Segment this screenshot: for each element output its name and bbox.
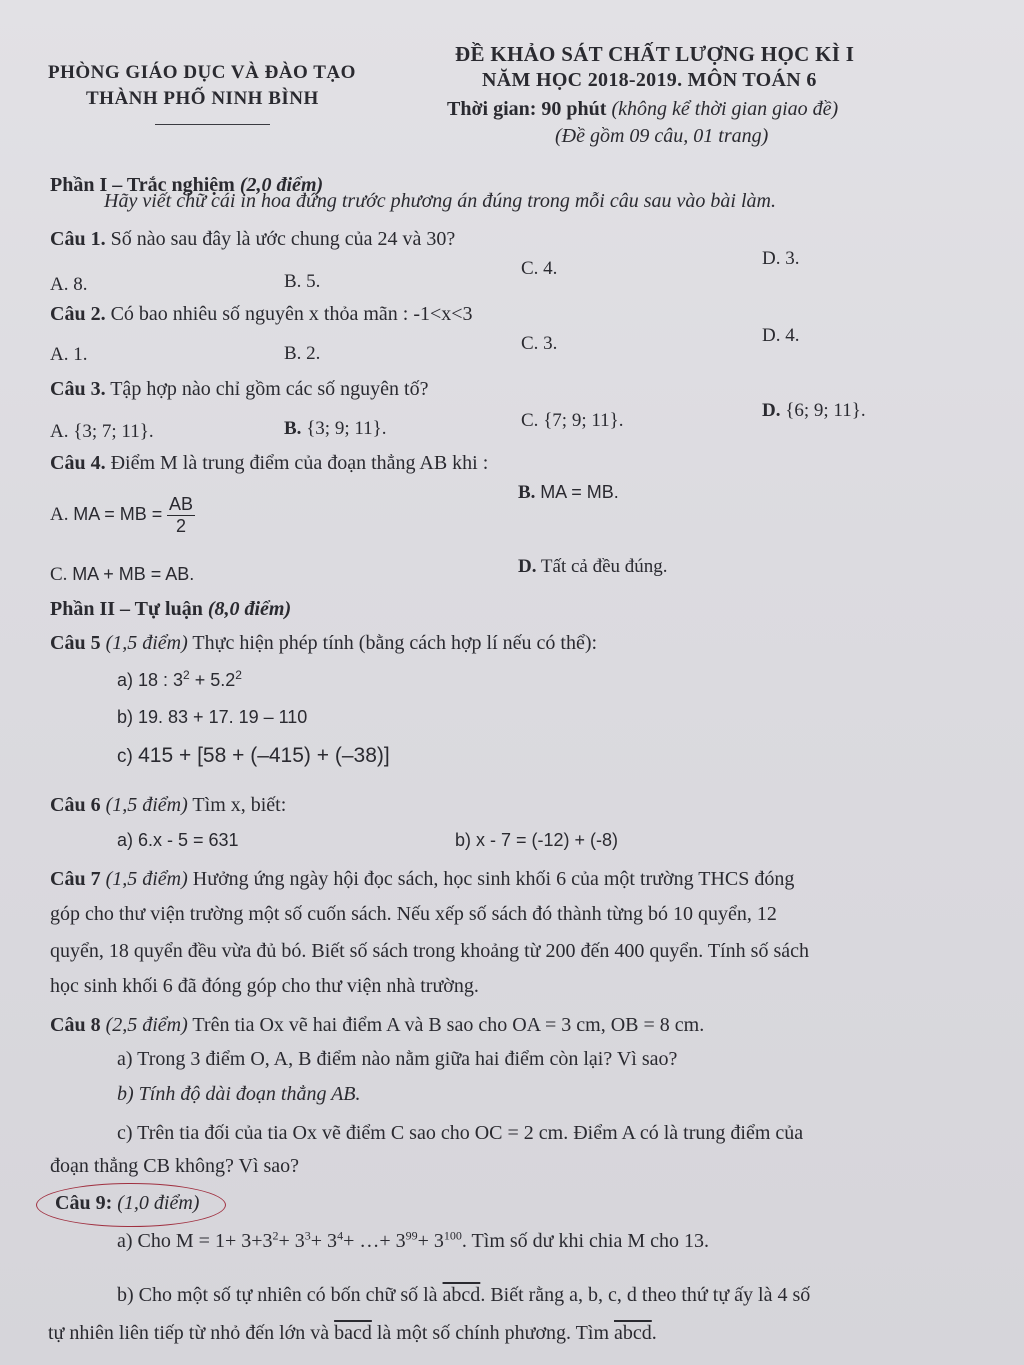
q8-stem xyxy=(50,1014,704,1037)
q3-c-set: {7; 9; 11}. xyxy=(543,410,624,431)
q4-c-expr: MA + MB = AB. xyxy=(72,564,195,584)
q9-exp-3: 3 xyxy=(304,1228,311,1243)
q9-exp-2: 2 xyxy=(272,1228,279,1243)
q3-a-set: {3; 7; 11}. xyxy=(73,421,154,442)
q3-b-label: B. xyxy=(284,418,302,439)
q5-c-expr: 415 + [58 + (–415) + (–38)] xyxy=(138,744,390,767)
q6-points: (1,5 điểm) xyxy=(105,794,188,816)
q3-d-set: {6; 9; 11}. xyxy=(785,400,866,421)
q3-stem xyxy=(50,378,428,401)
q4-label: Câu 4. xyxy=(50,452,106,474)
q6-part-a: a) 6.x - 5 = 631 xyxy=(117,830,239,850)
time-line xyxy=(447,98,838,121)
q6-part-b: b) x - 7 = (-12) + (-8) xyxy=(455,830,619,850)
q3-option-a xyxy=(50,421,154,443)
q3-d-label: D. xyxy=(762,400,781,421)
q8-part-a: a) Trong 3 điểm O, A, B điểm nào nằm giữa hai điểm còn lại? Vì sao? xyxy=(117,1048,678,1070)
part1-points: (2,0 điểm) xyxy=(239,174,324,196)
q5-points: (1,5 điểm) xyxy=(105,632,188,654)
q2-stem xyxy=(50,303,473,326)
q9-plus-4: + 3 xyxy=(310,1230,338,1252)
q9-plus-3: + 3 xyxy=(278,1230,305,1252)
pages-note: (Đề gồm 09 câu, 01 trang) xyxy=(555,125,769,147)
q5-a-pre: a) 18 : 3 xyxy=(117,670,184,690)
q9-abcd-number: abcd xyxy=(442,1284,481,1306)
q3-a-label: A. xyxy=(50,421,69,442)
q4-a-expr: MA = MB = xyxy=(73,503,163,524)
q5-part-a xyxy=(117,670,242,691)
q6-text: Tìm x, biết: xyxy=(192,794,287,816)
q1-option-b: B. 5. xyxy=(284,271,321,292)
q4-text: Điểm M là trung điểm của đoạn thẳng AB khi : xyxy=(110,452,489,474)
q7-label: Câu 7 xyxy=(50,868,101,890)
q7-line4: học sinh khối 6 đã đóng góp cho thư viện nhà trường. xyxy=(50,975,479,997)
q9-plus-100: + 3 xyxy=(417,1230,444,1252)
q7-line3: quyển, 18 quyển đều vừa đủ bó. Biết số sách trong khoảng từ 200 đến 400 quyển. Tính số sách xyxy=(50,940,809,962)
q7-line1 xyxy=(50,868,794,891)
q4-option-c xyxy=(50,564,194,586)
q1-label: Câu 1. xyxy=(50,228,106,250)
q5-part-c xyxy=(117,744,390,768)
q1-text: Số nào sau đây là ước chung của 24 và 30? xyxy=(110,228,456,250)
q2-option-a: A. 1. xyxy=(50,344,88,365)
q9-b-line2-pre: tự nhiên liên tiếp từ nhỏ đến lớn và xyxy=(48,1322,330,1344)
city-name: THÀNH PHỐ NINH BÌNH xyxy=(86,88,319,109)
q2-label: Câu 2. xyxy=(50,303,106,325)
q5-text: Thực hiện phép tính (bằng cách hợp lí nếu có thể): xyxy=(192,632,598,654)
q3-c-label: C. xyxy=(521,410,539,431)
q9-exp-4: 4 xyxy=(337,1228,344,1243)
time-label: Thời gian: 90 phút xyxy=(447,98,607,120)
q2-text: Có bao nhiêu số nguyên x thỏa mãn : -1<x<3 xyxy=(110,303,473,325)
q5-label: Câu 5 xyxy=(50,632,101,654)
q2-option-d: D. 4. xyxy=(762,325,800,346)
q6-stem xyxy=(50,794,286,817)
q9-b-line2-end: . xyxy=(651,1322,657,1344)
q6-label: Câu 6 xyxy=(50,794,101,816)
q4-option-a xyxy=(50,494,195,537)
q4-a-denominator: 2 xyxy=(176,516,187,536)
q9-stem xyxy=(55,1192,199,1215)
q4-a-label: A. xyxy=(50,503,69,525)
q1-option-a: A. 8. xyxy=(50,274,88,295)
q9-abcd-target: abcd xyxy=(614,1322,652,1344)
q9-part-b-line1 xyxy=(117,1284,810,1307)
q9-a-post: . Tìm số dư khi chia M cho 13. xyxy=(461,1230,710,1252)
q9-part-b-line2 xyxy=(48,1322,657,1345)
q8-text: Trên tia Ox vẽ hai điểm A và B sao cho OA = 3 cm, OB = 8 cm. xyxy=(192,1014,705,1036)
q4-option-b xyxy=(518,482,619,504)
q3-text: Tập hợp nào chỉ gồm các số nguyên tố? xyxy=(110,378,429,400)
header-divider xyxy=(155,124,270,125)
q7-line2: góp cho thư viện trường một số cuốn sách. Nếu xếp số sách đó thành từng bó 10 quyển, 12 xyxy=(50,903,777,925)
part2-heading xyxy=(50,598,291,621)
q8-part-b: b) Tính độ dài đoạn thẳng AB. xyxy=(117,1083,361,1105)
q9-bacd-number: bacd xyxy=(334,1322,372,1344)
q9-label: Câu 9: xyxy=(55,1192,113,1214)
q9-dots: + …+ 3 xyxy=(343,1230,406,1252)
part2-title: Phần II – Tự luận xyxy=(50,598,203,620)
q5-a-mid: + 5.2 xyxy=(189,670,236,690)
q1-option-d: D. 3. xyxy=(762,248,800,269)
q4-c-label: C. xyxy=(50,564,68,585)
q7-text-line1: Hưởng ứng ngày hội đọc sách, học sinh khối 6 của một trường THCS đóng xyxy=(192,868,795,890)
q2-option-b: B. 2. xyxy=(284,343,321,364)
q8-points: (2,5 điểm) xyxy=(105,1014,188,1036)
q5-stem xyxy=(50,632,597,655)
q7-points: (1,5 điểm) xyxy=(105,868,188,890)
q1-option-c: C. 4. xyxy=(521,258,558,279)
q9-b-line2-mid: là một số chính phương. Tìm xyxy=(376,1322,610,1344)
exam-title: ĐỀ KHẢO SÁT CHẤT LƯỢNG HỌC KÌ I xyxy=(455,42,855,66)
q9-exp-99: 99 xyxy=(405,1228,418,1243)
part1-title: Phần I – Trắc nghiệm xyxy=(50,174,235,196)
part1-instruction: Hãy viết chữ cái in hoa đứng trước phương án đúng trong mỗi câu sau vào bài làm. xyxy=(104,190,776,212)
q2-option-c: C. 3. xyxy=(521,333,558,354)
q5-a-exp2: 2 xyxy=(235,668,242,682)
q9-part-a xyxy=(117,1230,709,1253)
q5-c-label: c) xyxy=(117,746,133,767)
q3-option-b xyxy=(284,418,387,440)
q3-option-d xyxy=(762,400,866,422)
q4-d-text: Tất cả đều đúng. xyxy=(540,556,668,577)
q8-part-c-line2: đoạn thẳng CB không? Vì sao? xyxy=(50,1155,300,1177)
q5-a-exp1: 2 xyxy=(183,668,190,682)
q9-points: (1,0 điểm) xyxy=(117,1192,200,1214)
q4-b-label: B. xyxy=(518,482,536,503)
q4-option-d xyxy=(518,556,668,578)
q4-stem xyxy=(50,452,488,475)
q4-b-expr: MA = MB. xyxy=(540,482,619,502)
q3-option-c xyxy=(521,410,624,432)
q8-part-c-line1: c) Trên tia đối của tia Ox vẽ điểm C sao cho OC = 2 cm. Điểm A có là trung điểm của xyxy=(117,1122,804,1144)
q8-label: Câu 8 xyxy=(50,1014,101,1036)
q3-b-set: {3; 9; 11}. xyxy=(306,418,387,439)
time-note: (không kể thời gian giao đề) xyxy=(611,98,839,120)
q9-b-line1-post: . Biết rằng a, b, c, d theo thứ tự ấy là 4 số xyxy=(480,1284,811,1306)
department-name: PHÒNG GIÁO DỤC VÀ ĐÀO TẠO xyxy=(48,62,356,83)
q9-a-pre: a) Cho M = 1+ 3+3 xyxy=(117,1230,273,1252)
part2-points: (8,0 điểm) xyxy=(207,598,292,620)
q1-stem xyxy=(50,228,455,251)
school-year-subject: NĂM HỌC 2018-2019. MÔN TOÁN 6 xyxy=(482,69,817,91)
q9-b-line1-pre: b) Cho một số tự nhiên có bốn chữ số là xyxy=(117,1284,438,1306)
q4-d-label: D. xyxy=(518,556,537,577)
q3-label: Câu 3. xyxy=(50,378,106,400)
q5-part-b: b) 19. 83 + 17. 19 – 110 xyxy=(117,707,308,727)
q4-a-numerator: AB xyxy=(169,494,194,514)
q9-exp-100: 100 xyxy=(443,1228,462,1243)
q4-a-fraction xyxy=(167,494,195,537)
